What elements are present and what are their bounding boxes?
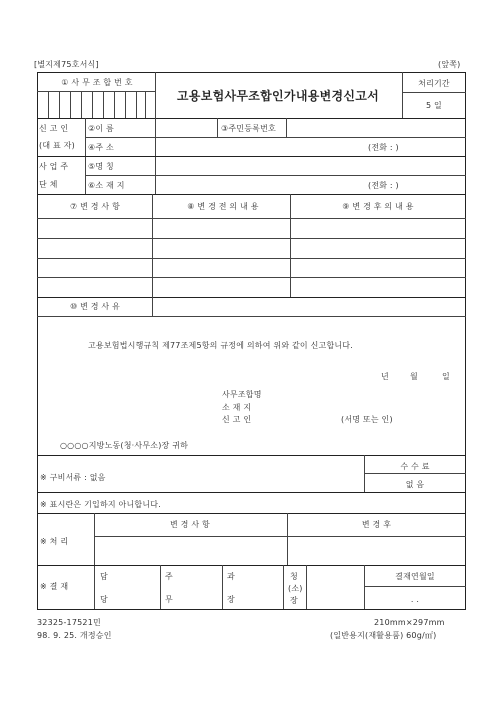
section-line — [37, 194, 466, 195]
reg-box-line — [48, 91, 49, 118]
name-label: ②이 름 — [88, 124, 114, 133]
phone-label: (전화 : ) — [368, 143, 399, 152]
name-split-line — [217, 118, 218, 137]
reason-header: ⑩ 변 경 사 유 — [69, 302, 121, 311]
union-location-label: 소 재 지 — [222, 403, 252, 412]
section-line — [37, 492, 466, 493]
location-label: ⑥소 재 지 — [88, 181, 125, 190]
page-side: (앞쪽) — [438, 60, 461, 69]
entity-name-label: ⑤명 칭 — [88, 162, 114, 171]
address-label: ④주 소 — [88, 143, 114, 152]
section-line — [37, 297, 466, 298]
processing-header-line — [94, 536, 466, 537]
resident-number-label: ③주민등록번호 — [221, 124, 276, 133]
approval-cell-bottom: 무 — [165, 595, 173, 604]
approval-cell-bottom: 당 — [100, 595, 108, 604]
union-reporter-label: 신 고 인 — [222, 415, 252, 424]
row-line — [85, 175, 466, 176]
phone-label-2: (전화 : ) — [368, 181, 399, 190]
date-year: 년 — [381, 372, 389, 381]
section-line — [37, 455, 466, 456]
approval-date-divider — [364, 586, 466, 587]
documents-label: ※ 구비서류 : 없음 — [40, 473, 106, 482]
table-row-line — [37, 238, 466, 239]
table-col-line — [290, 194, 291, 297]
processing-label: ※ 처 리 — [40, 537, 69, 546]
change-after-label: 변 경 후 — [361, 520, 392, 529]
reason-line — [152, 297, 153, 316]
approval-line — [222, 565, 223, 609]
group-label: 단 체 — [39, 180, 58, 189]
reg-box-line — [70, 91, 71, 118]
approval-date-label: 결재연월일 — [395, 572, 435, 581]
processing-period-value: 5 일 — [426, 101, 442, 110]
approval-cell-middle: (소) — [288, 584, 303, 593]
table-row-line — [37, 258, 466, 259]
after-header: ⑨ 변 경 후 의 내 용 — [342, 202, 414, 211]
approval-cell-top: 과 — [227, 572, 235, 581]
frame-right — [465, 72, 466, 610]
frame-bottom — [37, 609, 466, 610]
reg-box-line — [81, 91, 82, 118]
recipient: ○○○○지방노동(청·사무소)장 귀하 — [60, 441, 189, 450]
date-day: 일 — [442, 372, 450, 381]
declaration-text: 고용보험법시행규칙 제77조제5항의 규정에 의하여 위와 같이 신고합니다. — [88, 341, 353, 350]
approval-cell-top: 주 — [165, 572, 173, 581]
fee-value: 없 음 — [405, 480, 425, 489]
section-line — [37, 565, 466, 566]
reg-divider — [37, 91, 155, 92]
business-label: 사 업 주 — [39, 162, 69, 171]
table-header-line — [37, 218, 466, 219]
representative-label: (대 표 자) — [39, 141, 75, 150]
section-line — [37, 513, 466, 514]
approval-cell-top: 청 — [290, 572, 298, 581]
frame-left — [37, 72, 38, 610]
registration-label: ① 사 무 조 합 번 호 — [61, 78, 133, 87]
reg-box-line — [103, 91, 104, 118]
change-items-label: 변 경 사 항 — [170, 520, 210, 529]
form-title: 고용보험사무조합인가내용변경신고서 — [176, 89, 380, 103]
table-col-line — [152, 194, 153, 297]
union-name-label: 사무조합명 — [222, 390, 262, 399]
approval-line — [160, 565, 161, 609]
approval-cell-top: 담 — [100, 572, 108, 581]
approval-cell-bottom: 장 — [227, 595, 235, 604]
approval-line — [306, 565, 307, 609]
notice: ※ 표시란은 기입하지 아니합니다. — [40, 500, 161, 509]
fee-divider — [364, 473, 466, 474]
resident-line — [286, 118, 287, 137]
reg-box-line — [114, 91, 115, 118]
paper-size: 210mm×297mm — [374, 618, 445, 627]
row-line — [85, 137, 466, 138]
reg-box-line — [92, 91, 93, 118]
date-month: 월 — [410, 372, 418, 381]
approval-date-value: . . — [410, 595, 420, 604]
section-line — [37, 118, 466, 119]
form-number: [별지제75호서식] — [34, 60, 99, 69]
before-header: ⑧ 변 경 전 의 내 용 — [187, 202, 259, 211]
reg-box-line — [59, 91, 60, 118]
paper-type: (일반용지(재활용품) 60g/㎡) — [330, 631, 437, 640]
reporter-label: 신 고 인 — [39, 124, 69, 133]
change-item-header: ⑦ 변 경 사 항 — [69, 202, 121, 211]
reg-box-line — [145, 91, 146, 118]
section-line — [37, 156, 466, 157]
footer-code: 32325-17521민 — [37, 618, 101, 627]
signature-note: (서명 또는 인) — [341, 415, 393, 424]
fee-label: 수 수 료 — [400, 462, 430, 471]
table-row-line — [37, 277, 466, 278]
reason-bottom-line — [37, 316, 466, 317]
approval-line — [283, 565, 284, 609]
footer-date: 98. 9. 25. 개정승인 — [37, 631, 112, 640]
processing-period-label: 처리기간 — [418, 79, 450, 88]
approval-cell-bottom: 장 — [290, 596, 298, 605]
period-divider — [402, 92, 466, 93]
approval-label: ※ 결 재 — [40, 582, 69, 591]
reg-box-line — [125, 91, 126, 118]
reg-box-line — [136, 91, 137, 118]
